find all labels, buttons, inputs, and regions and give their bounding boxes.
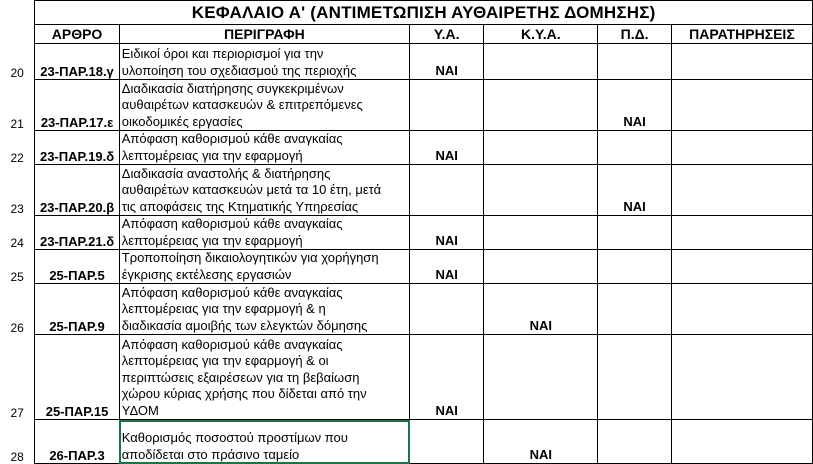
title-row [0, 1, 813, 25]
table-row [0, 216, 813, 250]
notes-cell[interactable] [671, 216, 812, 250]
notes-cell[interactable] [671, 165, 812, 216]
pd-cell[interactable] [598, 420, 672, 464]
pd-cell[interactable]: ΝΑΙ [598, 165, 672, 216]
header-description[interactable]: ΠΕΡΙΓΡΑΦΗ [119, 25, 409, 44]
table-row [0, 250, 813, 284]
row-header[interactable] [0, 25, 35, 44]
description-cell[interactable] [119, 420, 409, 464]
row-number[interactable]: 28 [0, 420, 35, 464]
article-cell[interactable]: 23-ΠΑΡ.18.γ [35, 44, 119, 80]
kya-cell[interactable] [484, 44, 598, 80]
notes-cell[interactable] [671, 80, 812, 131]
description-line: υλοποίηση του σχεδιασμού της περιοχής [121, 62, 357, 78]
description-cell[interactable] [119, 165, 409, 216]
description-line: Απόφαση καθορισμού κάθε αναγκαίας [121, 284, 343, 300]
description-line: Απόφαση καθορισμού κάθε αναγκαίας [121, 131, 343, 146]
header-kya[interactable]: Κ.Υ.Α. [484, 25, 598, 44]
header-pd[interactable]: Π.Δ. [598, 25, 672, 44]
description-line: Απόφαση καθορισμού κάθε αναγκαίας [121, 216, 343, 231]
sheet-title[interactable]: ΚΕΦΑΛΑΙΟ Α' (ΑΝΤΙΜΕΤΩΠΙΣΗ ΑΥΘΑΙΡΕΤΗΣ ΔΟΜΗΣΗΣ) [35, 1, 813, 25]
ya-cell[interactable] [410, 284, 484, 335]
pd-cell[interactable] [598, 250, 672, 284]
kya-cell[interactable] [484, 250, 598, 284]
description-line: λεπτομέρειας για την εφαρμογή & η [121, 301, 326, 316]
row-number[interactable]: 21 [0, 80, 35, 131]
notes-cell[interactable] [671, 44, 812, 80]
ya-cell[interactable]: ΝΑΙ [410, 216, 484, 250]
description-cell[interactable] [119, 44, 409, 80]
ya-cell[interactable]: ΝΑΙ [410, 335, 484, 420]
kya-cell[interactable] [484, 165, 598, 216]
notes-cell[interactable] [671, 284, 812, 335]
notes-cell[interactable] [671, 335, 812, 420]
ya-cell[interactable] [410, 165, 484, 216]
description-line: Διαδικασία διατήρησης συγκεκριμένων [121, 80, 344, 96]
row-number[interactable]: 23 [0, 165, 35, 216]
pd-cell[interactable] [598, 335, 672, 420]
header-row [0, 25, 813, 44]
table-row [0, 131, 813, 165]
pd-cell[interactable] [598, 131, 672, 165]
notes-cell[interactable] [671, 131, 812, 165]
kya-cell[interactable] [484, 80, 598, 131]
header-article[interactable]: ΑΡΘΡΟ [35, 25, 119, 44]
kya-cell[interactable]: ΝΑΙ [484, 284, 598, 335]
description-line: περιπτώσεις εξαιρέσεων για τη βεβαίωση [121, 369, 360, 385]
kya-cell[interactable] [484, 335, 598, 420]
article-cell[interactable]: 23-ΠΑΡ.17.ε [35, 80, 119, 131]
row-number[interactable]: 27 [0, 335, 35, 420]
description-line: έγκρισης εκτέλεσης εργασιών [121, 266, 292, 282]
ya-cell[interactable]: ΝΑΙ [410, 250, 484, 284]
description-line: οικοδομικές εργασίες [121, 113, 243, 129]
header-ya[interactable]: Υ.Α. [410, 25, 484, 44]
header-notes[interactable]: ΠΑΡΑΤΗΡΗΣΕΙΣ [671, 25, 812, 44]
row-number[interactable]: 20 [0, 44, 35, 80]
row-number[interactable]: 26 [0, 284, 35, 335]
description-line: λεπτομέρειας για την εφαρμογή [121, 147, 303, 163]
description-cell[interactable] [119, 216, 409, 250]
table-row [0, 420, 813, 464]
table-row [0, 44, 813, 80]
description-line: χώρου κύριας χρήσης που δίδεται από την [121, 386, 367, 401]
row-header[interactable] [0, 1, 35, 25]
table-row [0, 165, 813, 216]
description-cell[interactable] [119, 335, 409, 420]
pd-cell[interactable] [598, 284, 672, 335]
kya-cell[interactable] [484, 131, 598, 165]
description-line: Καθορισμός ποσοστού προστίμων που [121, 430, 348, 445]
article-cell[interactable]: 23-ΠΑΡ.19.δ [35, 131, 119, 165]
ya-cell[interactable] [410, 420, 484, 464]
description-line: ΥΔΟΜ [121, 402, 159, 418]
notes-cell[interactable] [671, 420, 812, 464]
ya-cell[interactable]: ΝΑΙ [410, 131, 484, 165]
article-cell[interactable]: 25-ΠΑΡ.15 [35, 335, 119, 420]
table-row [0, 335, 813, 420]
description-line: Απόφαση καθορισμού κάθε αναγκαίας [121, 336, 343, 352]
description-line: λεπτομέρειας για την εφαρμογή & οι [121, 353, 329, 368]
row-number[interactable]: 25 [0, 250, 35, 284]
description-line: τις αποφάσεις της Κτηματικής Υπηρεσίας [121, 198, 359, 214]
row-number[interactable]: 22 [0, 131, 35, 165]
table-row [0, 284, 813, 335]
description-line: αυθαιρέτων κατασκευών & επιτρεπόμενες [121, 97, 363, 112]
kya-cell[interactable] [484, 216, 598, 250]
article-cell[interactable]: 25-ΠΑΡ.9 [35, 284, 119, 335]
pd-cell[interactable]: ΝΑΙ [598, 80, 672, 131]
article-cell[interactable]: 23-ΠΑΡ.21.δ [35, 216, 119, 250]
description-cell[interactable] [119, 80, 409, 131]
ya-cell[interactable]: ΝΑΙ [410, 44, 484, 80]
article-cell[interactable]: 26-ΠΑΡ.3 [35, 420, 119, 464]
description-line: Ειδικοί όροι και περιορισμοί για την [121, 46, 324, 61]
description-cell[interactable] [119, 250, 409, 284]
article-cell[interactable]: 23-ΠΑΡ.20.β [35, 165, 119, 216]
description-line: Τροποποίηση δικαιολογητικών για χορήγηση [121, 250, 379, 265]
article-cell[interactable]: 25-ΠΑΡ.5 [35, 250, 119, 284]
pd-cell[interactable] [598, 44, 672, 80]
table-row [0, 80, 813, 131]
description-line: αυθαιρέτων κατασκευών μετά τα 10 έτη, μετά [121, 182, 382, 197]
description-line: διαδικασία αμοιβής των ελεγκτών δόμησης [121, 317, 368, 333]
ya-cell[interactable] [410, 80, 484, 131]
pd-cell[interactable] [598, 216, 672, 250]
row-number[interactable]: 24 [0, 216, 35, 250]
notes-cell[interactable] [671, 250, 812, 284]
description-cell[interactable] [119, 284, 409, 335]
description-cell[interactable] [119, 131, 409, 165]
description-line: λεπτομέρειας για την εφαρμογή [121, 232, 303, 248]
kya-cell[interactable]: ΝΑΙ [484, 420, 598, 464]
description-line: Διαδικασία αναστολής & διατήρησης [121, 165, 331, 181]
description-line: αποδίδεται στο πράσινο ταμείο [121, 446, 300, 462]
